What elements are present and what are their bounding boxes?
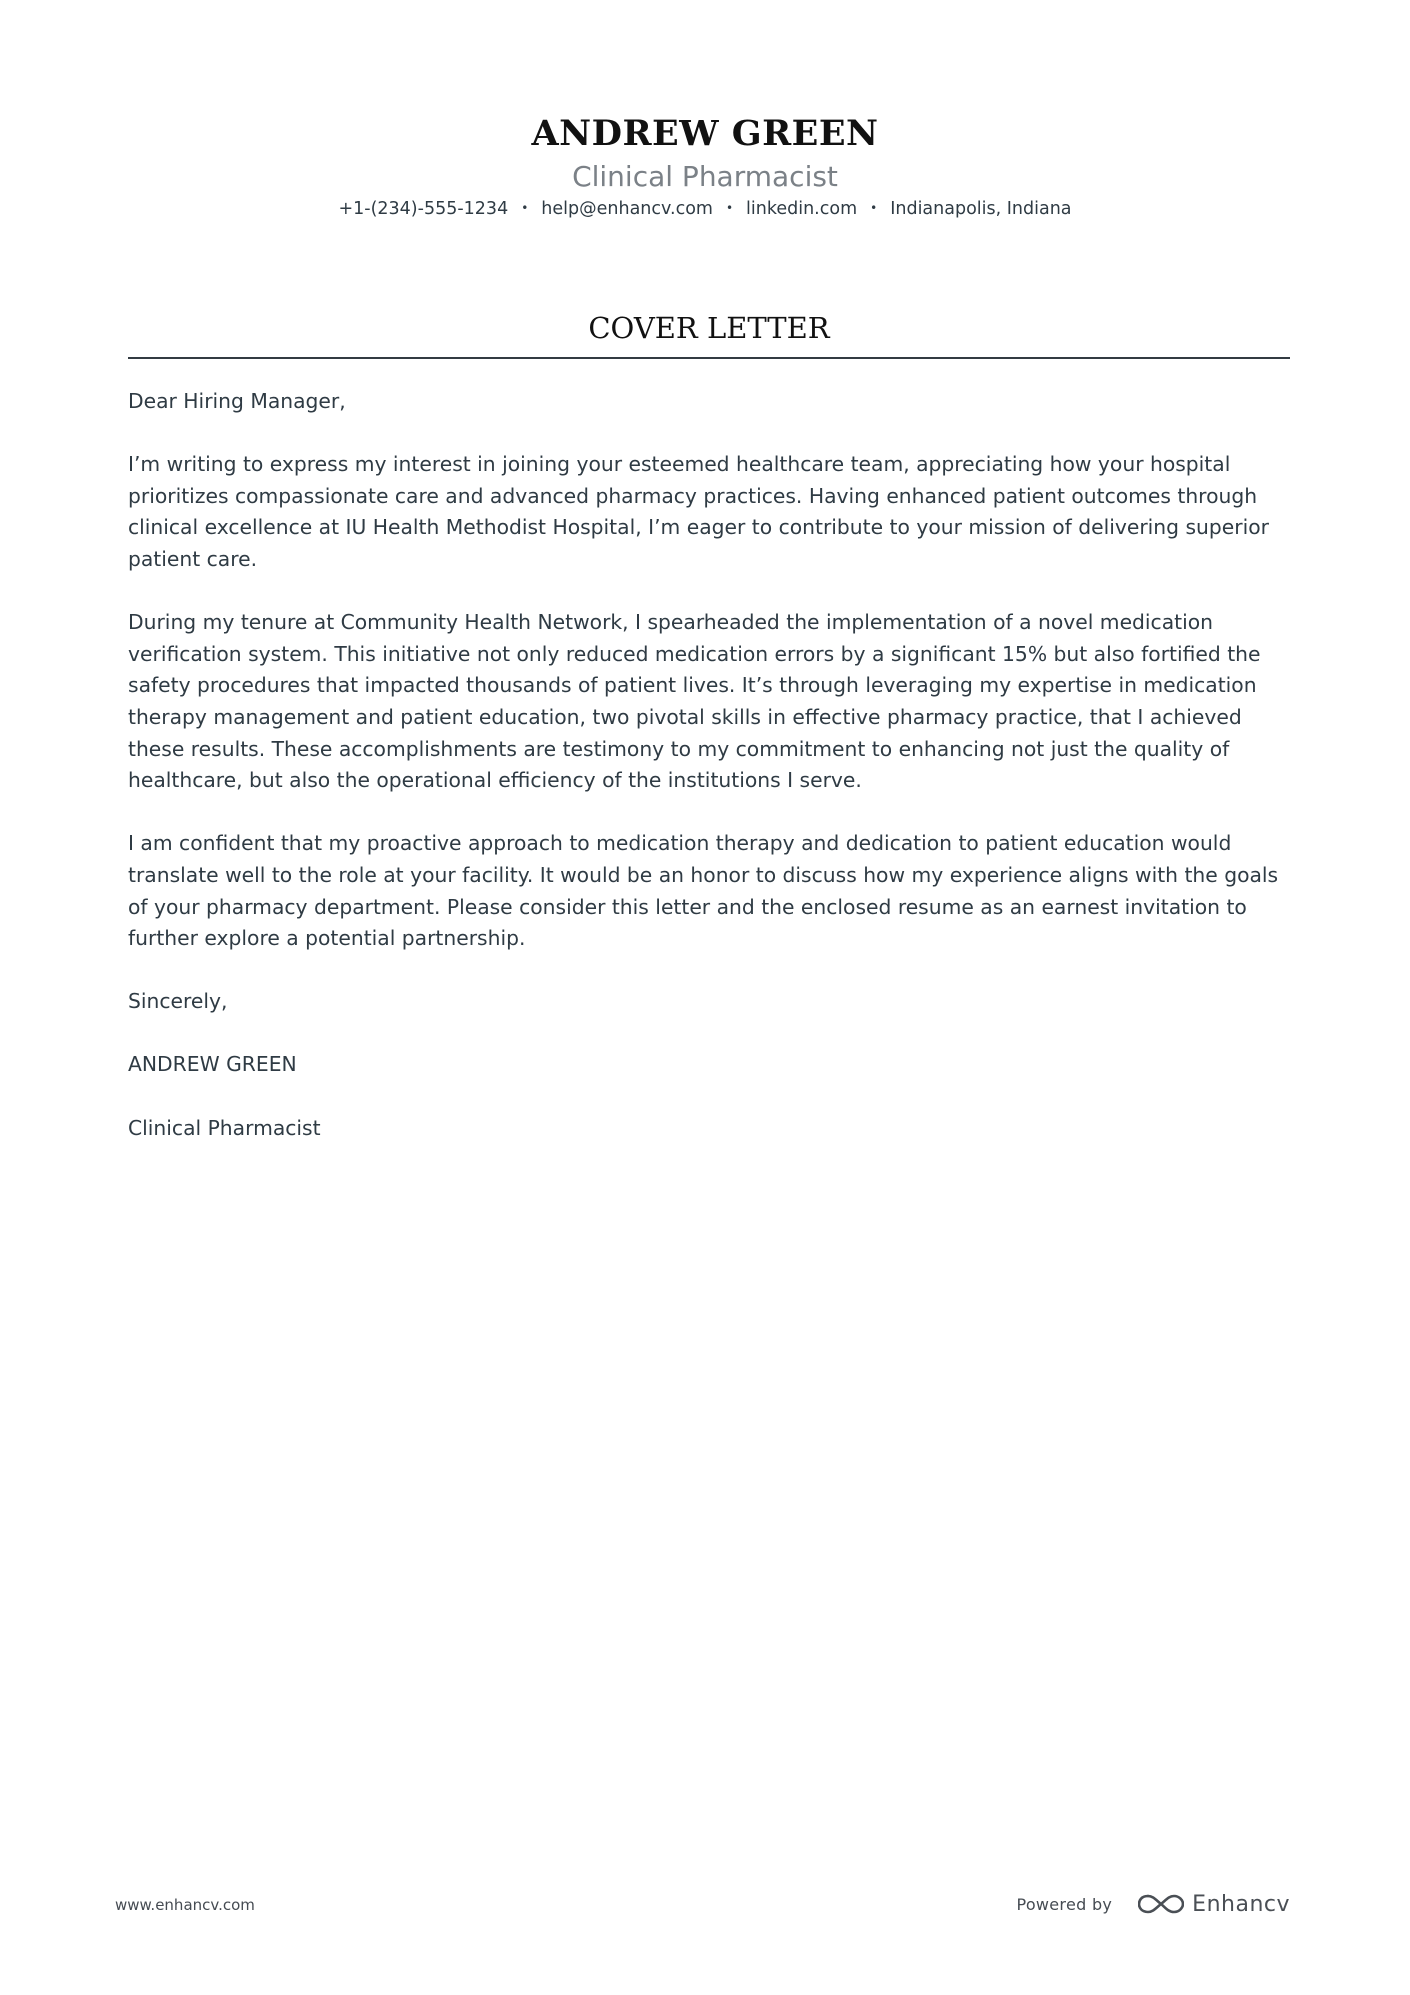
separator-dot: •: [521, 201, 529, 215]
header: [0, 110, 1410, 222]
enhancv-logo-icon: [1138, 1893, 1184, 1915]
contact-location: Indianapolis, Indiana: [890, 199, 1072, 219]
letter-paragraph: I’m writing to express my interest in joining your esteemed healthcare team, appreciating how your hospital prioritizes compassionate care and advanced pharmacy practices. Having enhanced patient outcomes through clinical excellence at IU Health Methodist Hospital, I’m eager to contribute to your mission of delivering superior patient care.: [128, 452, 1269, 571]
letter-paragraph: During my tenure at Community Health Network, I spearheaded the implementation of a novel medication verification system. This initiative not only reduced medication errors by a significant 15% but also fortified the safety procedures that impacted thousands of patient lives. It’s through leveraging my expertise in medication therapy management and patient education, two pivotal skills in effective pharmacy practice, that I achieved these results. These accomplishments are testimony to my commitment to enhancing not just the quality of healthcare, but also the operational efficiency of the institutions I serve.: [128, 610, 1261, 793]
footer-branding: [1016, 1884, 1290, 1924]
letter-body: [128, 386, 1296, 1176]
separator-dot: •: [725, 201, 734, 215]
footer-website[interactable]: www.enhancv.com: [115, 1896, 255, 1914]
contact-info: [0, 195, 1410, 222]
section-divider: [128, 357, 1290, 359]
applicant-name: ANDREW GREEN: [531, 113, 879, 154]
letter-closing: Sincerely,: [128, 989, 228, 1014]
powered-by-label: Powered by: [1016, 1894, 1113, 1914]
letter-paragraph: I am confident that my proactive approach to medication therapy and dedication to patient education would translate well to the role at your facility. It would be an honor to discuss how my experience aligns with the goals of your pharmacy department. Please consider this letter and the enclosed resume as an earnest invitation to further explore a potential partnership.: [128, 831, 1279, 951]
brand-name: Enhancv: [1192, 1891, 1290, 1917]
section-title: COVER LETTER: [588, 311, 830, 345]
contact-email[interactable]: help@enhancv.com: [541, 199, 713, 219]
signature-name: ANDREW GREEN: [128, 1052, 297, 1077]
letter-greeting: Dear Hiring Manager,: [128, 389, 346, 413]
signature-title: Clinical Pharmacist: [128, 1115, 321, 1140]
separator-dot: •: [870, 201, 878, 215]
contact-linkedin[interactable]: linkedin.com: [746, 199, 858, 219]
brand-logo[interactable]: [1138, 1892, 1290, 1917]
applicant-title: Clinical Pharmacist: [572, 160, 838, 193]
contact-phone: +1-(234)-555-1234: [338, 199, 509, 219]
